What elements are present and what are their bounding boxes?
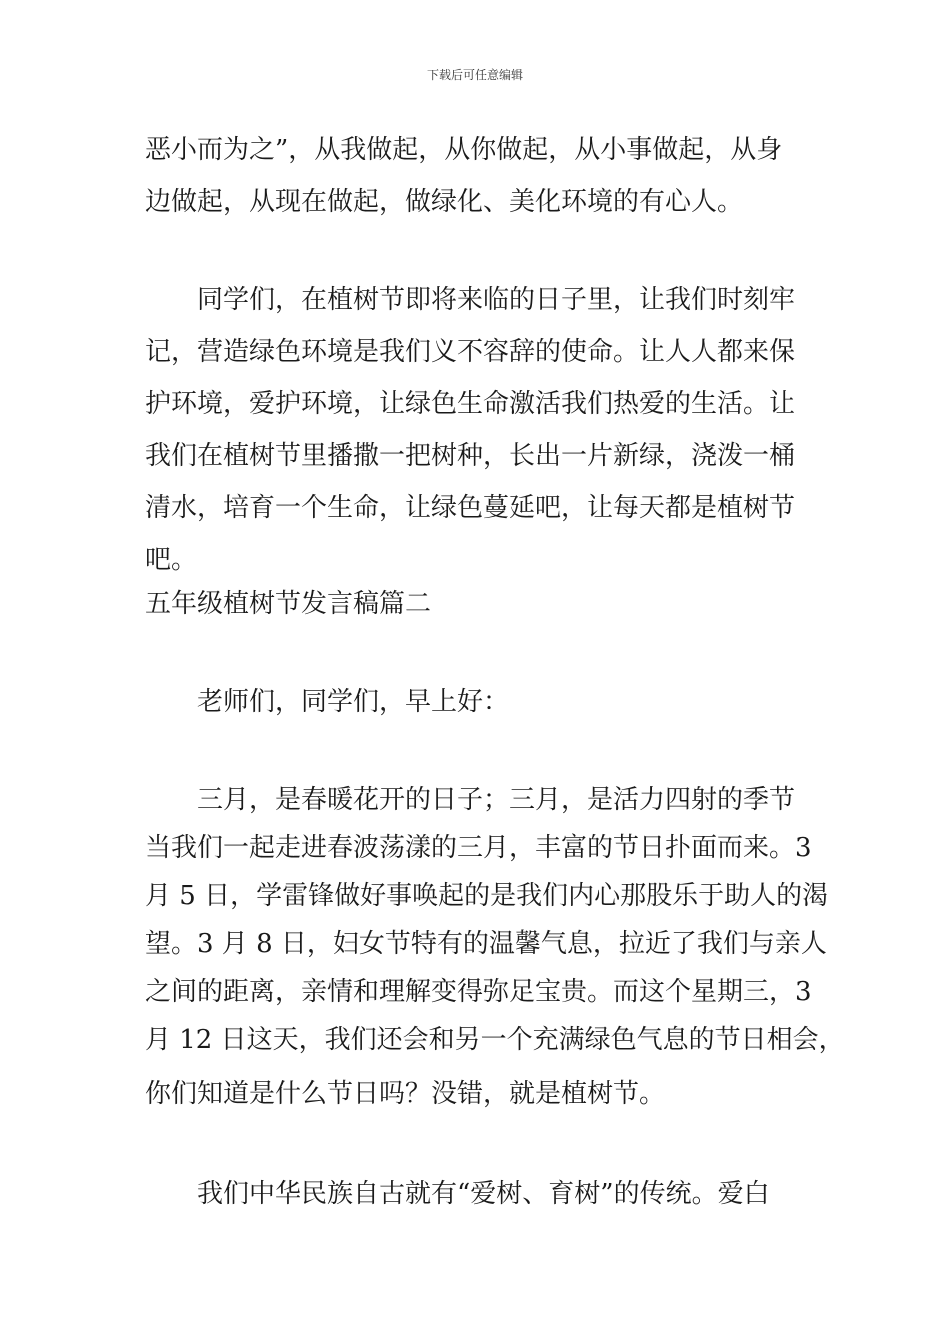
text-line: 记，营造绿色环境是我们义不容辞的使命。让人人都来保: [145, 337, 796, 367]
text-line: 三月，是春暖花开的日子；三月，是活力四射的季节: [197, 785, 796, 815]
text-line: 吧。: [145, 545, 198, 575]
text-line: 恶小而为之”，从我做起，从你做起，从小事做起，从身: [145, 135, 783, 165]
text-line: 边做起，从现在做起，做绿化、美化环境的有心人。: [145, 187, 744, 217]
text-line: 我们在植树节里播撒一把树种，长出一片新绿，浇泼一桶: [145, 441, 796, 471]
section-heading: 五年级植树节发言稿篇二: [145, 589, 432, 619]
text-line: 护环境，爱护环境，让绿色生命激活我们热爱的生活。让: [145, 389, 796, 419]
text-line: 月 5 日，学雷锋做好事唤起的是我们内心那股乐于助人的渴: [145, 881, 829, 911]
text-line: 望。3 月 8 日，妇女节特有的温馨气息，拉近了我们与亲人: [145, 929, 827, 959]
text-line: 我们中华民族自古就有“爱树、育树”的传统。爱白: [197, 1179, 770, 1209]
text-line: 清水，培育一个生命，让绿色蔓延吧，让每天都是植树节: [145, 493, 796, 523]
text-line: 同学们，在植树节即将来临的日子里，让我们时刻牢: [197, 285, 796, 315]
text-line: 月 12 日这天，我们还会和另一个充满绿色气息的节日相会，: [145, 1025, 845, 1055]
text-line: 当我们一起走进春波荡漾的三月，丰富的节日扑面而来。3: [145, 833, 812, 863]
text-line: 之间的距离，亲情和理解变得弥足宝贵。而这个星期三，3: [145, 977, 812, 1007]
text-line: 老师们，同学们，早上好：: [197, 687, 510, 717]
page-header: 下载后可任意编辑: [426, 68, 523, 82]
text-line: 你们知道是什么节日吗？没错，就是植树节。: [145, 1079, 666, 1109]
